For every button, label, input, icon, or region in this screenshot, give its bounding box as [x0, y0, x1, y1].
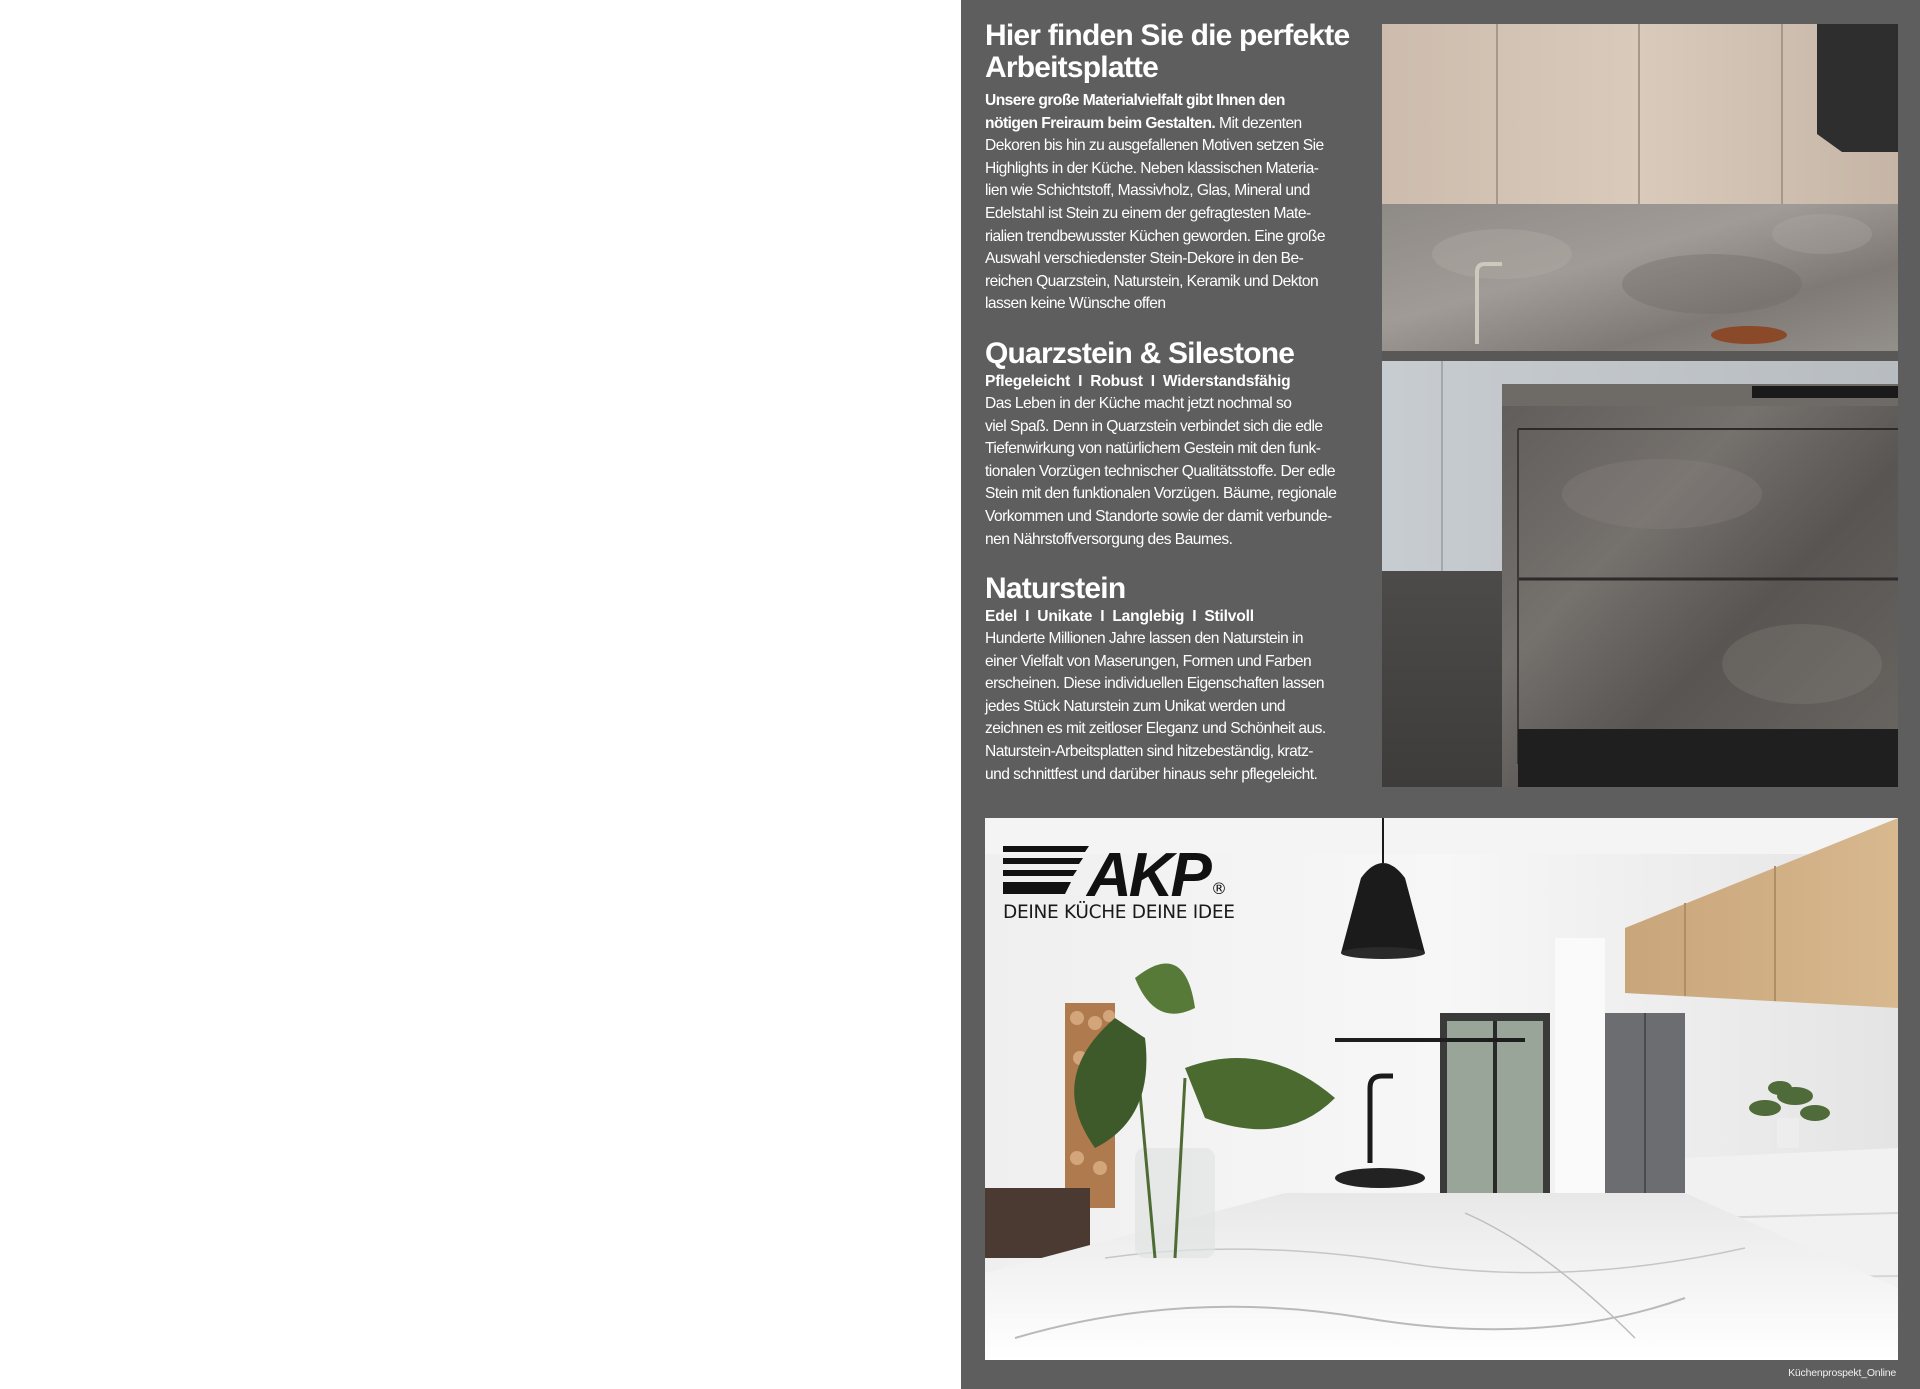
body-line: Highlights in der Küche. Neben klassischen Materia-	[985, 159, 1319, 177]
body-line: und schnittfest und darüber hinaus sehr pflegeleicht.	[985, 765, 1318, 783]
body-line: tionalen Vorzügen technischer Qualitätsstoffe. Der edle	[985, 462, 1336, 480]
page-title-line-2: Arbeitsplatte	[985, 51, 1158, 84]
section-quarzstein	[985, 338, 1373, 551]
kitchen-photo-stone-island	[1382, 24, 1898, 787]
tag-separator: I	[1078, 373, 1083, 390]
intro-bold-line-2: nötigen Freiraum beim Gestalten.	[985, 114, 1216, 132]
body-line: Auswahl verschiedenster Stein-Dekore in den Be-	[985, 250, 1304, 268]
intro-bold-line-1: Unsere große Materialvielfalt gibt Ihnen den	[985, 92, 1285, 109]
section-naturstein	[985, 573, 1373, 786]
body-line: lassen keine Wünsche offen	[985, 295, 1166, 313]
quarzstein-tags	[985, 371, 1373, 393]
logo-tagline: DEINE KÜCHE DEINE IDEE	[1003, 902, 1235, 923]
tag-separator: I	[1025, 608, 1030, 625]
body-line: reichen Quarzstein, Naturstein, Keramik und Dekton	[985, 272, 1319, 290]
body-line: nen Nährstoffversorgung des Baumes.	[985, 530, 1233, 548]
quarzstein-paragraph	[985, 393, 1373, 551]
akp-logo	[1003, 838, 1243, 928]
tag: Stilvoll	[1204, 608, 1254, 625]
tag: Pflegeleicht	[985, 373, 1071, 390]
body-line: Das Leben in der Küche macht jetzt nochmal so	[985, 395, 1292, 412]
naturstein-heading: Naturstein	[985, 572, 1126, 605]
footer-note: Küchenprospekt_Online	[1788, 1367, 1896, 1379]
tag: Langlebig	[1112, 608, 1185, 625]
tag: Robust	[1090, 373, 1143, 390]
section-arbeitsplatte	[985, 20, 1373, 316]
body-line: Dekoren bis hin zu ausgefallenen Motiven setzen Sie	[985, 137, 1324, 155]
akp-logo-mark	[1003, 838, 1243, 902]
akp-wordmark: AKP	[1087, 841, 1209, 902]
body-line: zeichnen es mit zeitloser Eleganz und Schönheit aus.	[985, 720, 1326, 738]
naturstein-tags	[985, 606, 1373, 628]
intro-rest: Mit dezenten	[1215, 114, 1302, 132]
body-line: Vorkommen und Standorte sowie der damit verbunde-	[985, 507, 1332, 525]
tag: Unikate	[1037, 608, 1093, 625]
body-line: einer Vielfalt von Maserungen, Formen und Farben	[985, 652, 1312, 670]
body-line: Stein mit den funktionalen Vorzügen. Bäume, regionale	[985, 485, 1337, 503]
tag-separator: I	[1150, 373, 1155, 390]
kitchen-photo-stone-island-art	[1382, 24, 1898, 787]
body-line: rialien trendbewusster Küchen geworden. Eine große	[985, 227, 1326, 245]
page-title-line-1: Hier finden Sie die perfekte	[985, 19, 1350, 52]
tag-separator: I	[1100, 608, 1105, 625]
body-line: Tiefenwirkung von natürlichem Gestein mit den funk-	[985, 440, 1321, 458]
tag: Widerstandsfähig	[1162, 373, 1291, 390]
brochure-page	[961, 0, 1920, 1389]
body-line: Hunderte Millionen Jahre lassen den Naturstein in	[985, 630, 1304, 647]
body-line: Edelstahl ist Stein zu einem der gefragtesten Mate-	[985, 204, 1311, 222]
body-line: lien wie Schichtstoff, Massivholz, Glas, Mineral und	[985, 182, 1310, 200]
body-line: Naturstein-Arbeitsplatten sind hitzebeständig, kratz-	[985, 742, 1313, 760]
intro-paragraph	[985, 90, 1373, 316]
registered-mark: ®	[1211, 879, 1227, 898]
kitchen-photo-marble-counter	[985, 818, 1898, 1360]
body-line: viel Spaß. Denn in Quarzstein verbindet sich die edle	[985, 417, 1323, 435]
body-line: erscheinen. Diese individuellen Eigenschaften lassen	[985, 675, 1324, 693]
naturstein-paragraph	[985, 628, 1373, 786]
quarzstein-heading: Quarzstein & Silestone	[985, 337, 1295, 370]
tag: Edel	[985, 608, 1018, 625]
tag-separator: I	[1192, 608, 1197, 625]
body-line: jedes Stück Naturstein zum Unikat werden und	[985, 697, 1285, 715]
page-title	[985, 20, 1373, 84]
